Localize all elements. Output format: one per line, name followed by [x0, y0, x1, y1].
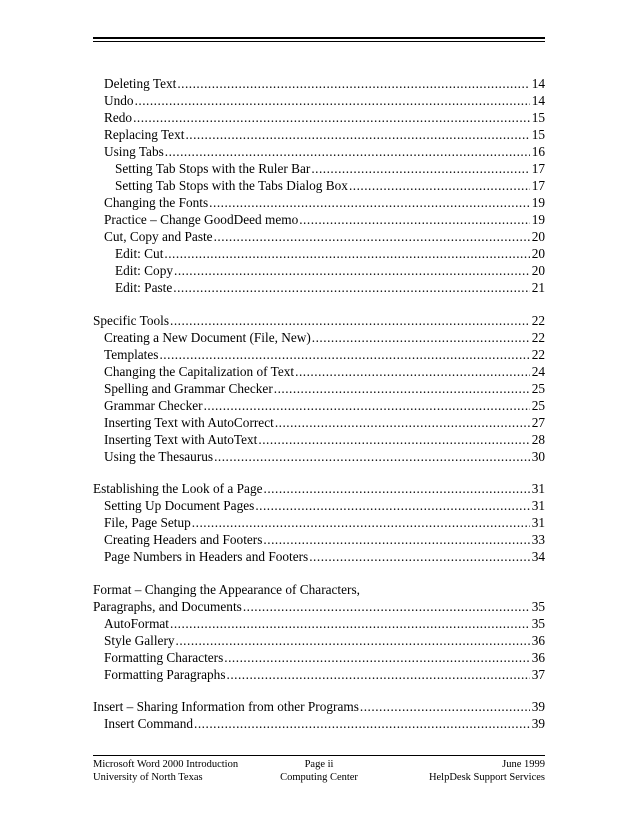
toc-entry[interactable]	[93, 177, 545, 194]
toc-dot-leader	[159, 346, 530, 363]
toc-dot-leader	[214, 448, 530, 465]
toc-page-number: 37	[531, 666, 545, 682]
table-of-contents	[93, 75, 545, 732]
page-footer	[93, 758, 545, 784]
toc-entry-title: Specific Tools	[93, 312, 170, 328]
toc-dot-leader	[224, 649, 530, 666]
toc-entry[interactable]	[93, 514, 545, 531]
toc-entry-title: Deleting Text	[104, 76, 177, 91]
toc-page-number: 35	[531, 615, 545, 631]
toc-dot-leader	[243, 598, 530, 615]
toc-entry-title: Practice – Change GoodDeed memo	[104, 212, 299, 227]
toc-entry-title: Creating a New Document (File, New)	[104, 329, 311, 345]
toc-entry-title: Edit: Paste	[115, 280, 173, 295]
toc-dot-leader	[349, 177, 530, 194]
toc-dot-leader	[185, 126, 530, 143]
toc-page-number: 25	[531, 380, 545, 396]
toc-entry[interactable]	[93, 194, 545, 211]
toc-entry-title: Setting Up Document Pages	[104, 498, 255, 513]
toc-dot-leader	[164, 245, 530, 262]
toc-page-number: 17	[531, 178, 545, 193]
toc-entry[interactable]	[93, 245, 545, 262]
toc-entry-title: Templates	[104, 346, 159, 362]
toc-entry-title: Setting Tab Stops with the Ruler Bar	[115, 161, 311, 176]
toc-page-number: 30	[531, 448, 545, 464]
toc-page-number: 39	[531, 699, 545, 714]
toc-dot-leader	[209, 194, 530, 211]
toc-entry[interactable]	[93, 666, 545, 683]
toc-dot-leader	[170, 312, 530, 329]
toc-page-number: 15	[531, 110, 545, 125]
toc-dot-leader	[204, 397, 530, 414]
toc-entry[interactable]	[93, 346, 545, 363]
toc-page-number: 14	[531, 76, 545, 91]
toc-entry-title: Spelling and Grammar Checker	[104, 380, 273, 396]
toc-entry-title: Formatting Paragraphs	[104, 666, 226, 682]
toc-dot-leader	[174, 262, 530, 279]
footer-line-2	[93, 771, 545, 784]
toc-entry-title: Undo	[104, 93, 134, 108]
header-rule-thin	[93, 41, 545, 42]
toc-entry[interactable]	[93, 228, 545, 245]
toc-entry[interactable]	[93, 75, 545, 92]
footer-line-1	[93, 758, 545, 771]
toc-entry[interactable]	[93, 329, 545, 346]
section-gap	[93, 565, 545, 581]
toc-dot-leader	[214, 228, 530, 245]
toc-dot-leader	[170, 615, 530, 632]
toc-page-number: 17	[531, 161, 545, 176]
toc-dot-leader	[133, 109, 530, 126]
footer-page-number: Page ii	[304, 759, 334, 770]
toc-entry-title: Grammar Checker	[104, 397, 203, 413]
toc-dot-leader	[299, 211, 530, 228]
toc-entry-title: Insert Command	[104, 716, 194, 731]
toc-entry[interactable]	[93, 649, 545, 666]
toc-entry[interactable]	[93, 211, 545, 228]
toc-entry-title: Establishing the Look of a Page	[93, 481, 263, 496]
toc-dot-leader	[274, 380, 530, 397]
toc-dot-leader	[135, 92, 530, 109]
footer-doc-title: Microsoft Word 2000 Introduction	[93, 759, 239, 770]
toc-entry[interactable]	[93, 363, 545, 380]
toc-section-entry[interactable]	[93, 581, 545, 598]
toc-entry[interactable]	[93, 126, 545, 143]
toc-entry-title: Creating Headers and Footers	[104, 532, 263, 547]
toc-page-number: 31	[531, 498, 545, 513]
toc-page-number: 21	[531, 280, 545, 295]
toc-page-number: 20	[531, 246, 545, 261]
toc-entry-title: Format – Changing the Appearance of Characters,	[93, 581, 360, 597]
toc-dot-leader	[165, 143, 530, 160]
toc-entry-title: Edit: Copy	[115, 263, 173, 278]
toc-entry-title: Using the Thesaurus	[104, 448, 214, 464]
toc-entry-title: Setting Tab Stops with the Tabs Dialog Box	[115, 178, 348, 193]
toc-entry[interactable]	[93, 715, 545, 732]
toc-entry[interactable]	[93, 143, 545, 160]
footer-department: Computing Center	[280, 772, 358, 783]
section-gap	[93, 683, 545, 699]
toc-page-number: 19	[531, 195, 545, 210]
toc-dot-leader	[192, 514, 530, 531]
toc-dot-leader	[194, 715, 530, 732]
toc-entry-title: Inserting Text with AutoCorrect	[104, 414, 274, 430]
toc-dot-leader	[311, 160, 530, 177]
toc-page-number: 15	[531, 127, 545, 142]
toc-entry[interactable]	[93, 548, 545, 565]
toc-dot-leader	[309, 548, 530, 565]
toc-entry-title: Cut, Copy and Paste	[104, 229, 213, 244]
toc-entry-title: Style Gallery	[104, 632, 175, 648]
toc-entry[interactable]	[93, 397, 545, 414]
toc-page-number: 36	[531, 649, 545, 665]
toc-entry[interactable]	[93, 109, 545, 126]
toc-entry[interactable]	[93, 531, 545, 548]
footer-service: HelpDesk Support Services	[428, 772, 546, 783]
section-gap	[93, 465, 545, 481]
toc-entry-title: Edit: Cut	[115, 246, 164, 261]
toc-entry-title: Replacing Text	[104, 127, 185, 142]
toc-entry[interactable]	[93, 160, 545, 177]
toc-page-number: 27	[531, 414, 545, 430]
toc-entry[interactable]	[93, 262, 545, 279]
toc-page-number: 16	[531, 144, 545, 159]
toc-section-entry[interactable]	[93, 312, 545, 329]
toc-dot-leader	[275, 414, 530, 431]
toc-dot-leader	[360, 698, 530, 715]
toc-dot-leader	[173, 279, 530, 296]
toc-page-number: 34	[531, 549, 545, 564]
toc-entry[interactable]	[93, 497, 545, 514]
toc-entry[interactable]	[93, 92, 545, 109]
toc-dot-leader	[227, 666, 531, 683]
toc-page-number: 19	[531, 212, 545, 227]
toc-section-entry[interactable]	[93, 598, 545, 615]
toc-dot-leader	[264, 480, 530, 497]
toc-section-entry[interactable]	[93, 698, 545, 715]
toc-entry[interactable]	[93, 380, 545, 397]
toc-entry-title: Changing the Capitalization of Text	[104, 363, 295, 379]
toc-dot-leader	[258, 431, 530, 448]
header-rule-thick	[93, 37, 545, 39]
toc-entry[interactable]	[93, 279, 545, 296]
toc-page-number: 31	[531, 481, 545, 496]
footer-rule	[93, 755, 545, 756]
toc-entry-title: Using Tabs	[104, 144, 164, 159]
toc-entry-title: Inserting Text with AutoText	[104, 431, 258, 447]
toc-dot-leader	[312, 329, 530, 346]
toc-page-number: 35	[531, 598, 545, 614]
footer-institution: University of North Texas	[93, 772, 203, 783]
toc-page-number: 20	[531, 263, 545, 278]
toc-entry[interactable]	[93, 414, 545, 431]
toc-entry[interactable]	[93, 632, 545, 649]
toc-page-number: 20	[531, 229, 545, 244]
toc-dot-leader	[263, 531, 530, 548]
toc-dot-leader	[295, 363, 530, 380]
toc-entry-title: File, Page Setup	[104, 515, 191, 530]
toc-page-number: 39	[531, 716, 545, 731]
toc-entry-title: Page Numbers in Headers and Footers	[104, 549, 309, 564]
toc-dot-leader	[255, 497, 530, 514]
toc-entry[interactable]	[93, 431, 545, 448]
toc-page-number: 14	[531, 93, 545, 108]
toc-page-number: 25	[531, 397, 545, 413]
toc-page-number: 36	[531, 632, 545, 648]
toc-section-entry[interactable]	[93, 480, 545, 497]
toc-dot-leader	[176, 632, 530, 649]
toc-page-number: 22	[531, 329, 545, 345]
toc-entry-title: Formatting Characters	[104, 649, 224, 665]
section-gap	[93, 296, 545, 312]
toc-entry[interactable]	[93, 615, 545, 632]
toc-entry-title: Paragraphs, and Documents	[93, 598, 242, 614]
toc-entry-title: Insert – Sharing Information from other Programs	[93, 699, 359, 714]
toc-entry-title: AutoFormat	[104, 615, 170, 631]
toc-page-number: 28	[531, 431, 545, 447]
toc-page-number: 33	[531, 532, 545, 547]
toc-page-number: 31	[531, 515, 545, 530]
toc-entry-title: Changing the Fonts	[104, 195, 209, 210]
toc-page-number: 22	[531, 312, 545, 328]
toc-entry[interactable]	[93, 448, 545, 465]
toc-entry-title: Redo	[104, 110, 133, 125]
toc-page-number: 24	[531, 363, 545, 379]
footer-date: June 1999	[502, 759, 546, 770]
toc-dot-leader	[177, 75, 530, 92]
toc-page-number: 22	[531, 346, 545, 362]
